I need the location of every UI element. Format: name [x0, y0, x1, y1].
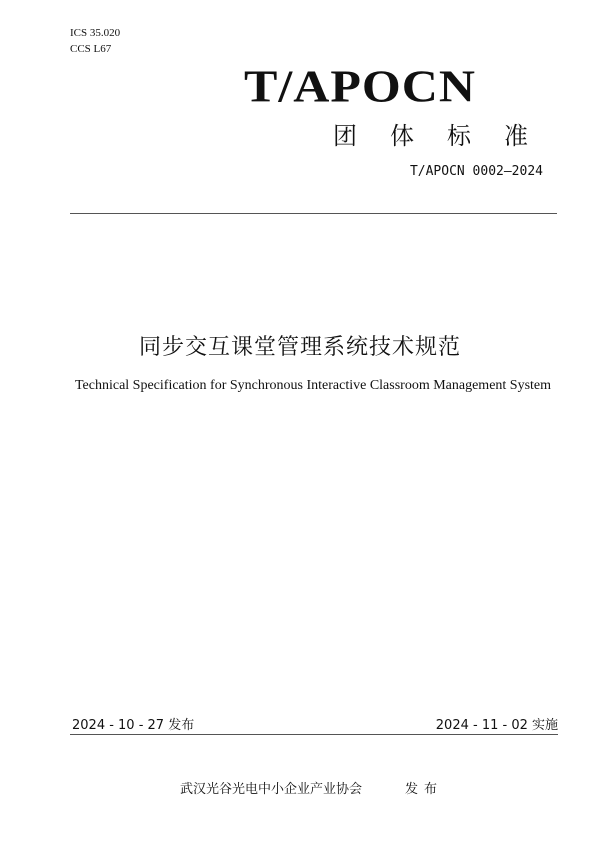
standard-type: 团体标准 — [333, 122, 561, 150]
divider — [70, 734, 558, 735]
title-chinese: 同步交互课堂管理系统技术规范 — [138, 335, 461, 360]
title-english: Technical Specification for Synchronous Interactive Classroom Management System — [74, 378, 552, 393]
ics-code: ICS 35.020 — [70, 27, 121, 39]
standard-number: T/APOCN 0002—2024 — [409, 164, 543, 179]
standard-logo: T/APOCN — [244, 60, 476, 112]
ccs-code: CCS L67 — [70, 43, 112, 55]
publisher: 武汉光谷光电中小企业产业协会 — [180, 782, 363, 797]
divider — [70, 213, 557, 214]
publish-label: 发布 — [405, 782, 444, 797]
implementation-date: 2024 - 11 - 02 实施 — [435, 718, 558, 733]
publish-date: 2024 - 10 - 27 发布 — [72, 718, 195, 733]
